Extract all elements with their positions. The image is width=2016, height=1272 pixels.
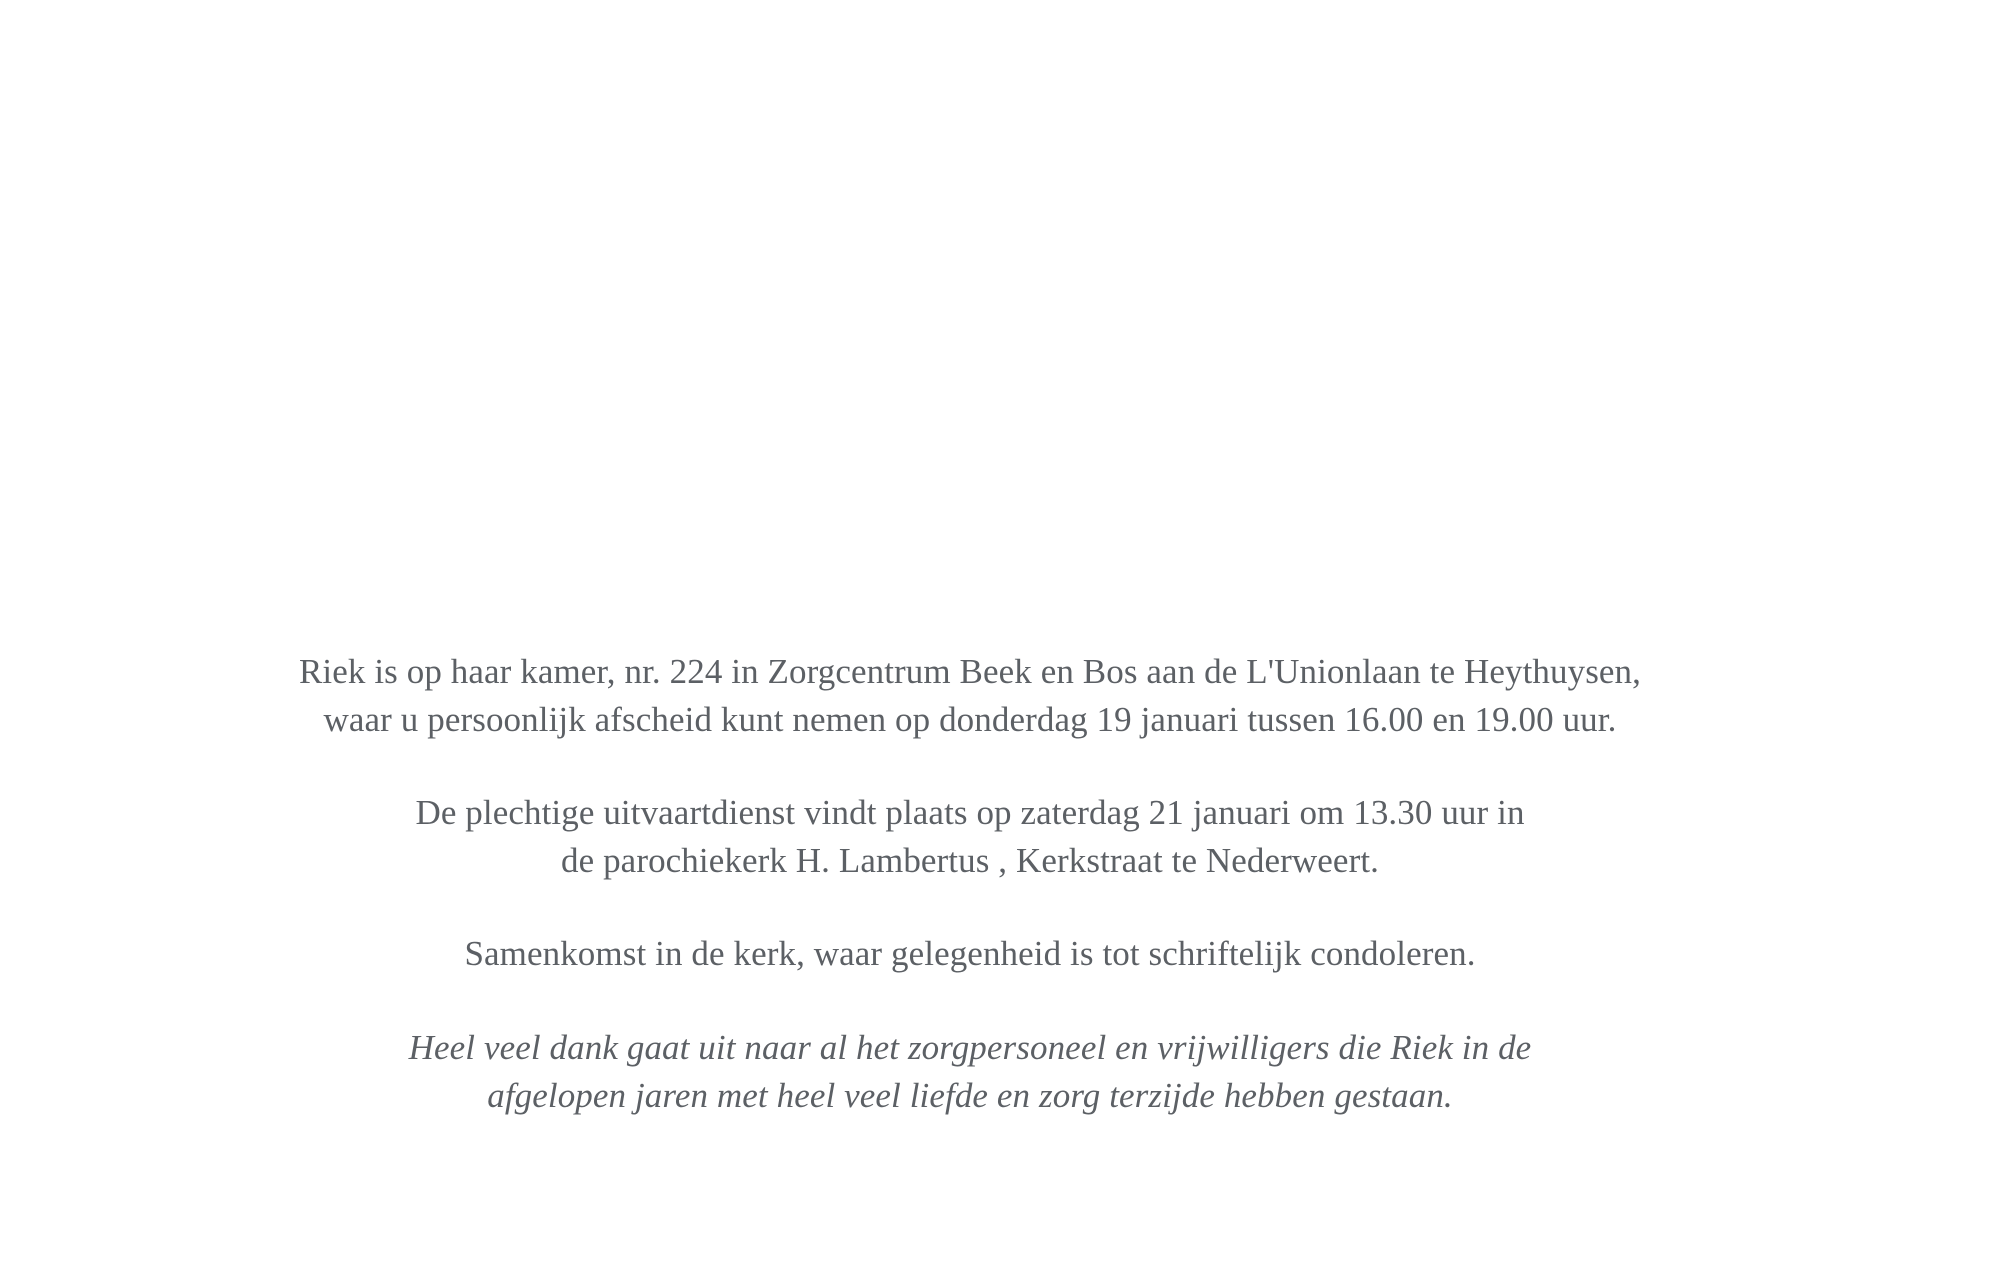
memorial-card-text-block	[0, 648, 1940, 1119]
paragraph-line: Samenkomst in de kerk, waar gelegenheid is tot schriftelijk condoleren.	[464, 934, 1476, 974]
paragraph-thanks-note	[0, 1024, 1940, 1119]
paragraph-gathering-details	[0, 930, 1940, 978]
paragraph-line: Heel veel dank gaat uit naar al het zorgpersoneel en vrijwilligers die Riek in de	[408, 1027, 1532, 1067]
paragraph-line: de parochiekerk H. Lambertus , Kerkstraat te Nederweert.	[561, 840, 1379, 880]
paragraph-service-details	[0, 789, 1940, 884]
paragraph-line: Riek is op haar kamer, nr. 224 in Zorgcentrum Beek en Bos aan de L'Unionlaan te Heythuysen,	[298, 652, 1642, 691]
paragraph-visiting-details	[0, 648, 1940, 743]
paragraph-line: De plechtige uitvaartdienst vindt plaats op zaterdag 21 januari om 13.30 uur in	[415, 793, 1525, 833]
paragraph-line: afgelopen jaren met heel veel liefde en zorg terzijde hebben gestaan.	[487, 1075, 1453, 1115]
paragraph-line: waar u persoonlijk afscheid kunt nemen op donderdag 19 januari tussen 16.00 en 19.00 uur.	[323, 699, 1617, 739]
